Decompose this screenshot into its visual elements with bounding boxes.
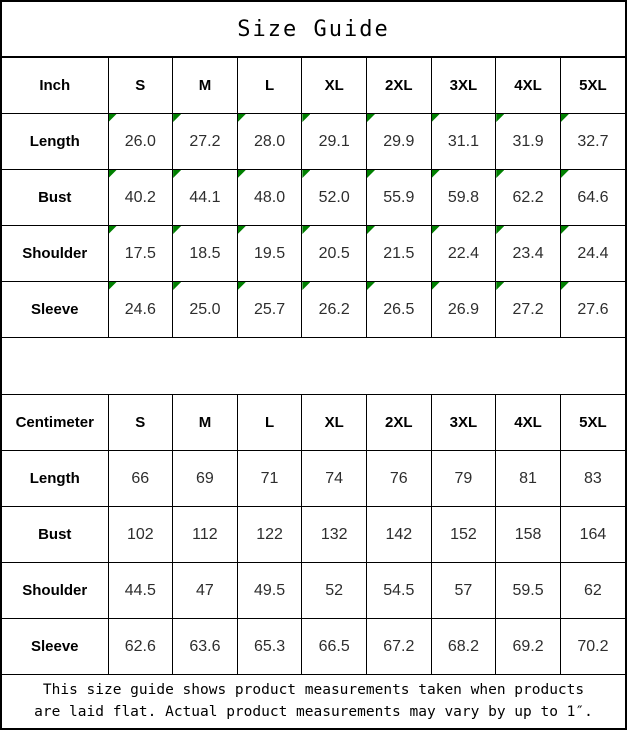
measurement-value: 68.2 — [431, 619, 496, 675]
measurement-value: 74 — [302, 451, 367, 507]
corner-triangle-icon — [432, 114, 440, 122]
size-column-header: 4XL — [496, 395, 561, 451]
corner-triangle-icon — [109, 170, 117, 178]
size-column-header: 5XL — [560, 395, 625, 451]
measurement-value: 69.2 — [496, 619, 561, 675]
measurement-value: 132 — [302, 507, 367, 563]
measurement-value: 122 — [237, 507, 302, 563]
measurement-value: 40.2 — [108, 170, 173, 226]
measurement-value: 31.1 — [431, 114, 496, 170]
table-row — [2, 563, 625, 619]
size-column-header: M — [173, 58, 238, 114]
disclaimer-line-1: This size guide shows product measurements taken when products — [42, 682, 585, 699]
disclaimer-line-2: are laid flat. Actual product measurements may vary by up to 1″. — [34, 703, 593, 720]
measurement-value: 28.0 — [237, 114, 302, 170]
measurement-disclaimer — [2, 675, 625, 728]
size-column-header: L — [237, 58, 302, 114]
measurement-value: 27.2 — [496, 282, 561, 338]
corner-triangle-icon — [173, 114, 181, 122]
measurement-value: 57 — [431, 563, 496, 619]
corner-triangle-icon — [561, 226, 569, 234]
size-column-header: 3XL — [431, 395, 496, 451]
measurement-value: 52.0 — [302, 170, 367, 226]
size-column-header: S — [108, 58, 173, 114]
corner-triangle-icon — [367, 226, 375, 234]
measurement-row-label: Length — [2, 114, 108, 170]
size-header-row — [2, 395, 625, 451]
corner-triangle-icon — [561, 114, 569, 122]
measurement-value: 19.5 — [237, 226, 302, 282]
page-title: Size Guide — [2, 2, 625, 57]
measurement-value: 26.5 — [367, 282, 432, 338]
measurement-value: 62 — [560, 563, 625, 619]
measurement-value: 26.2 — [302, 282, 367, 338]
measurement-value: 29.1 — [302, 114, 367, 170]
size-header-row — [2, 58, 625, 114]
table-spacer — [2, 338, 625, 394]
measurement-value: 66 — [108, 451, 173, 507]
measurement-value: 70.2 — [560, 619, 625, 675]
measurement-value: 69 — [173, 451, 238, 507]
measurement-value: 18.5 — [173, 226, 238, 282]
corner-triangle-icon — [367, 114, 375, 122]
centimeter-size-table — [2, 394, 625, 675]
corner-triangle-icon — [238, 114, 246, 122]
corner-triangle-icon — [109, 282, 117, 290]
corner-triangle-icon — [561, 170, 569, 178]
size-column-header: XL — [302, 395, 367, 451]
measurement-value: 27.2 — [173, 114, 238, 170]
measurement-row-label: Length — [2, 451, 108, 507]
measurement-value: 24.4 — [560, 226, 625, 282]
corner-triangle-icon — [109, 114, 117, 122]
measurement-value: 47 — [173, 563, 238, 619]
size-column-header: 5XL — [560, 58, 625, 114]
measurement-value: 17.5 — [108, 226, 173, 282]
measurement-value: 32.7 — [560, 114, 625, 170]
measurement-value: 26.9 — [431, 282, 496, 338]
unit-label: Centimeter — [2, 395, 108, 451]
measurement-value: 26.0 — [108, 114, 173, 170]
measurement-value: 76 — [367, 451, 432, 507]
unit-label: Inch — [2, 58, 108, 114]
measurement-value: 55.9 — [367, 170, 432, 226]
measurement-value: 44.1 — [173, 170, 238, 226]
measurement-value: 59.5 — [496, 563, 561, 619]
measurement-value: 152 — [431, 507, 496, 563]
corner-triangle-icon — [302, 114, 310, 122]
measurement-value: 23.4 — [496, 226, 561, 282]
measurement-value: 44.5 — [108, 563, 173, 619]
measurement-value: 21.5 — [367, 226, 432, 282]
measurement-value: 102 — [108, 507, 173, 563]
measurement-row-label: Sleeve — [2, 619, 108, 675]
measurement-value: 27.6 — [560, 282, 625, 338]
corner-triangle-icon — [302, 170, 310, 178]
measurement-value: 81 — [496, 451, 561, 507]
measurement-value: 31.9 — [496, 114, 561, 170]
size-column-header: 4XL — [496, 58, 561, 114]
corner-triangle-icon — [496, 170, 504, 178]
size-column-header: S — [108, 395, 173, 451]
corner-triangle-icon — [432, 226, 440, 234]
measurement-value: 22.4 — [431, 226, 496, 282]
corner-triangle-icon — [367, 170, 375, 178]
measurement-value: 48.0 — [237, 170, 302, 226]
size-column-header: 3XL — [431, 58, 496, 114]
measurement-value: 164 — [560, 507, 625, 563]
table-row — [2, 619, 625, 675]
measurement-value: 67.2 — [367, 619, 432, 675]
corner-triangle-icon — [109, 226, 117, 234]
size-column-header: 2XL — [367, 395, 432, 451]
corner-triangle-icon — [238, 170, 246, 178]
corner-triangle-icon — [432, 282, 440, 290]
corner-triangle-icon — [496, 226, 504, 234]
measurement-value: 63.6 — [173, 619, 238, 675]
measurement-value: 49.5 — [237, 563, 302, 619]
inch-size-table — [2, 57, 625, 338]
size-column-header: M — [173, 395, 238, 451]
corner-triangle-icon — [173, 282, 181, 290]
measurement-value: 62.2 — [496, 170, 561, 226]
measurement-row-label: Bust — [2, 507, 108, 563]
table-row — [2, 451, 625, 507]
measurement-value: 52 — [302, 563, 367, 619]
measurement-value: 142 — [367, 507, 432, 563]
table-row — [2, 282, 625, 338]
corner-triangle-icon — [302, 226, 310, 234]
measurement-row-label: Bust — [2, 170, 108, 226]
measurement-value: 20.5 — [302, 226, 367, 282]
corner-triangle-icon — [496, 114, 504, 122]
corner-triangle-icon — [173, 170, 181, 178]
measurement-value: 59.8 — [431, 170, 496, 226]
measurement-value: 71 — [237, 451, 302, 507]
measurement-row-label: Shoulder — [2, 226, 108, 282]
corner-triangle-icon — [496, 282, 504, 290]
table-row — [2, 114, 625, 170]
corner-triangle-icon — [238, 226, 246, 234]
measurement-value: 83 — [560, 451, 625, 507]
measurement-value: 79 — [431, 451, 496, 507]
table-row — [2, 170, 625, 226]
measurement-value: 62.6 — [108, 619, 173, 675]
corner-triangle-icon — [432, 170, 440, 178]
measurement-value: 112 — [173, 507, 238, 563]
size-column-header: L — [237, 395, 302, 451]
measurement-value: 25.7 — [237, 282, 302, 338]
measurement-row-label: Shoulder — [2, 563, 108, 619]
table-row — [2, 507, 625, 563]
corner-triangle-icon — [561, 282, 569, 290]
measurement-value: 24.6 — [108, 282, 173, 338]
size-column-header: XL — [302, 58, 367, 114]
corner-triangle-icon — [238, 282, 246, 290]
corner-triangle-icon — [173, 226, 181, 234]
size-column-header: 2XL — [367, 58, 432, 114]
measurement-value: 29.9 — [367, 114, 432, 170]
table-row — [2, 226, 625, 282]
corner-triangle-icon — [367, 282, 375, 290]
measurement-value: 158 — [496, 507, 561, 563]
measurement-value: 66.5 — [302, 619, 367, 675]
measurement-value: 25.0 — [173, 282, 238, 338]
corner-triangle-icon — [302, 282, 310, 290]
measurement-value: 64.6 — [560, 170, 625, 226]
measurement-row-label: Sleeve — [2, 282, 108, 338]
measurement-value: 54.5 — [367, 563, 432, 619]
measurement-value: 65.3 — [237, 619, 302, 675]
